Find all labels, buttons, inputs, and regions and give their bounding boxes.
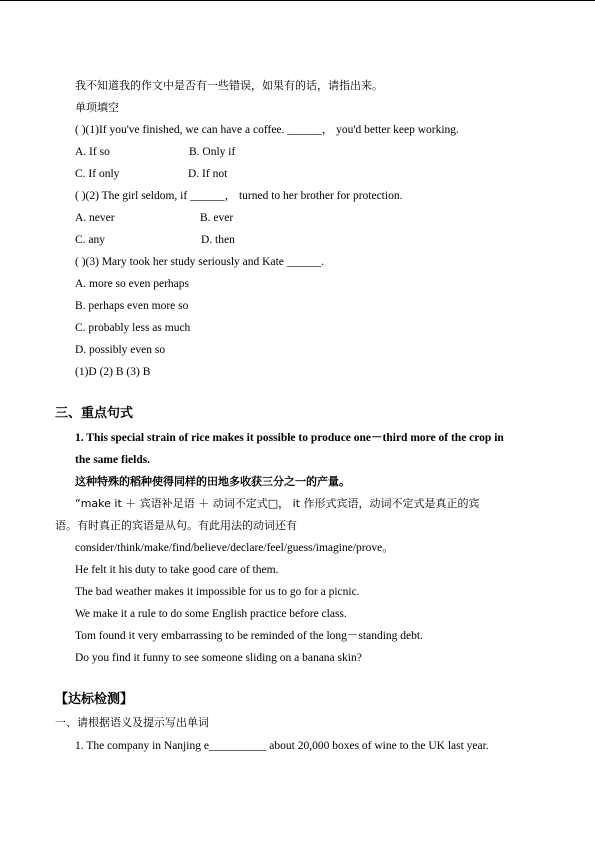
question-1-stem: ( )(1)If you've finished, we can have a coffee. ______， you'd better keep working. [75, 124, 459, 136]
answer-key: (1)D (2) B (3) B [75, 366, 151, 378]
q1-option-a: A. If so [75, 146, 110, 158]
grammar-note-line-2: 语。有时真正的宾语是从句。有此用法的动词还有 [55, 519, 297, 532]
example-5: Do you find it funny to see someone sliding on a banana skin? [75, 652, 362, 664]
q2-option-d: D. then [201, 234, 235, 246]
section-3-title: 三、重点句式 [55, 406, 134, 421]
q3-option-c: C. probably less as much [75, 322, 191, 334]
example-3: We make it a rule to do some English practice before class. [75, 608, 347, 620]
q2-option-b: B. ever [200, 212, 234, 224]
verb-list: consider/think/make/find/believe/declare/feel/guess/imagine/prove。 [75, 542, 394, 554]
q2-option-a: A. never [75, 212, 115, 224]
intro-note: 我不知道我的作文中是否有一些错误，如果有的话，请指出来。 [75, 79, 383, 92]
question-2-stem: ( )(2) The girl seldom, if ______， turned to her brother for protection. [75, 190, 403, 202]
key-sentence-line-1: 1. This special strain of rice makes it possible to produce one－third more of the crop in [75, 432, 504, 444]
example-1: He felt it his duty to take good care of them. [75, 564, 279, 576]
q3-option-b: B. perhaps even more so [75, 300, 189, 312]
q2-option-c: C. any [75, 234, 106, 246]
key-sentence-line-2: the same fields. [75, 454, 151, 466]
example-4: Tom found it very embarrassing to be reminded of the long－standing debt. [75, 630, 423, 642]
single-choice-heading: 单项填空 [75, 101, 119, 114]
test-part-1-heading: 一、请根据语义及提示写出单词 [55, 716, 209, 729]
test-question-1: 1. The company in Nanjing e__________ about 20,000 boxes of wine to the UK last year. [75, 740, 489, 752]
grammar-note-line-1: “make it ＋ 宾语补足语 ＋ 动词不定式□， it 作形式宾语，动词不定式是真正的宾 [75, 497, 480, 510]
example-2: The bad weather makes it impossible for us to go for a picnic. [75, 586, 360, 598]
question-3-stem: ( )(3) Mary took her study seriously and Kate ______. [75, 256, 325, 268]
q3-option-a: A. more so even perhaps [75, 278, 190, 290]
q3-option-d: D. possibly even so [75, 344, 166, 356]
test-section-title: 【达标检测】 [55, 692, 134, 707]
top-rule [0, 0, 595, 1]
key-sentence-translation: 这种特殊的稻种使得同样的田地多收获三分之一的产量。 [75, 475, 350, 488]
q1-option-c: C. If only [75, 168, 120, 180]
q1-option-b: B. Only if [189, 146, 236, 158]
q1-option-d: D. If not [188, 168, 228, 180]
